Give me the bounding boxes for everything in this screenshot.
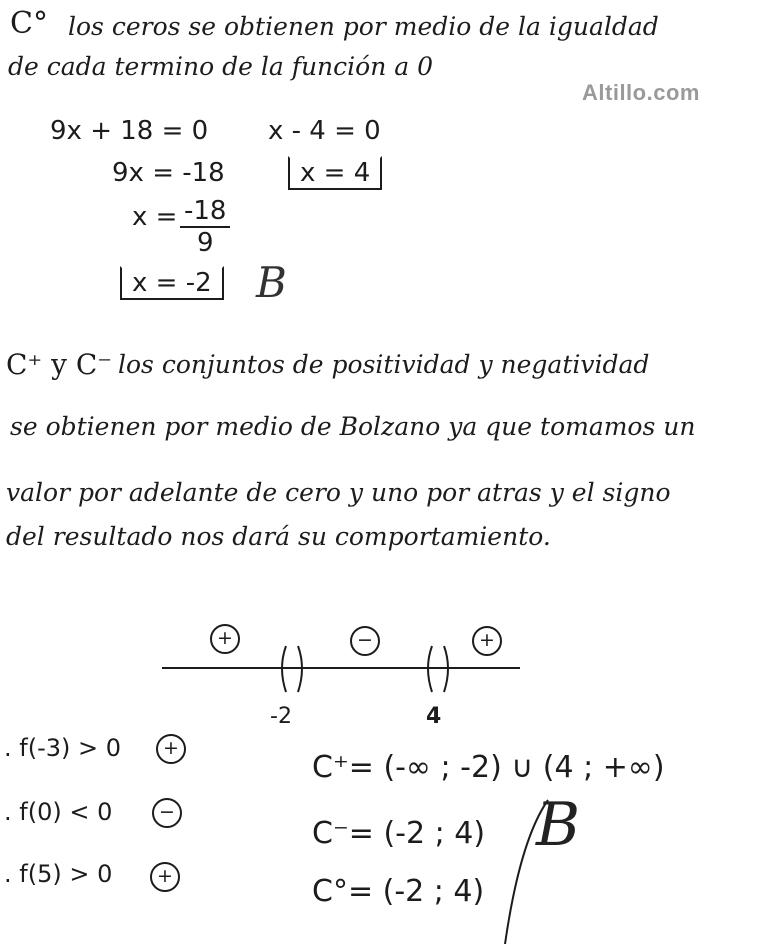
result-c-minus: C⁻= (-2 ; 4) [312, 816, 486, 851]
evaluation-3: . f(5) > 0 [4, 860, 113, 888]
evaluation-2-sign: − [152, 798, 182, 828]
evaluation-1: . f(-3) > 0 [4, 734, 121, 762]
zeros-text-line-1: los ceros se obtienen por medio de la igualdad [68, 12, 659, 41]
sign-circle-left: + [210, 624, 240, 654]
result-c-plus: C⁺= (-∞ ; -2) ∪ (4 ; +∞) [312, 750, 665, 785]
equation-left-3-lhs: x = [132, 202, 178, 232]
sets-text-line-4: del resultado nos dará su comportamiento. [6, 522, 551, 551]
sets-text-line-3: valor por adelante de cero y uno por atras y el signo [6, 478, 671, 507]
result-c-zero: C°= (-2 ; 4) [312, 874, 485, 909]
evaluation-3-sign: + [150, 862, 180, 892]
sign-circle-right: + [472, 626, 502, 656]
equation-right-1: x - 4 = 0 [268, 116, 381, 146]
equation-left-result: x = -2 [120, 266, 224, 300]
grade-mark-1: B [256, 258, 287, 307]
equation-left-2: 9x = -18 [112, 158, 225, 188]
evaluation-2: . f(0) < 0 [4, 798, 113, 826]
watermark: Altillo.com [582, 80, 700, 105]
sets-text-line-1: los conjuntos de positividad y negatividad [118, 350, 650, 379]
root-label-left: -2 [270, 704, 292, 729]
grade-mark-2: B [536, 790, 581, 860]
equation-left-1: 9x + 18 = 0 [50, 116, 209, 146]
equation-right-result: x = 4 [288, 156, 382, 190]
sets-label: C⁺ y C⁻ [6, 348, 113, 381]
zeros-label: C° [10, 6, 48, 41]
zeros-text-line-2: de cada termino de la función a 0 [8, 52, 433, 81]
fraction-numerator: -18 [180, 196, 230, 228]
evaluation-1-sign: + [156, 734, 186, 764]
sets-text-line-2: se obtienen por medio de Bolzano ya que tomamos un [10, 412, 696, 441]
sign-circle-middle: − [350, 626, 380, 656]
root-label-right: 4 [426, 704, 442, 729]
fraction-denominator: 9 [196, 228, 214, 258]
